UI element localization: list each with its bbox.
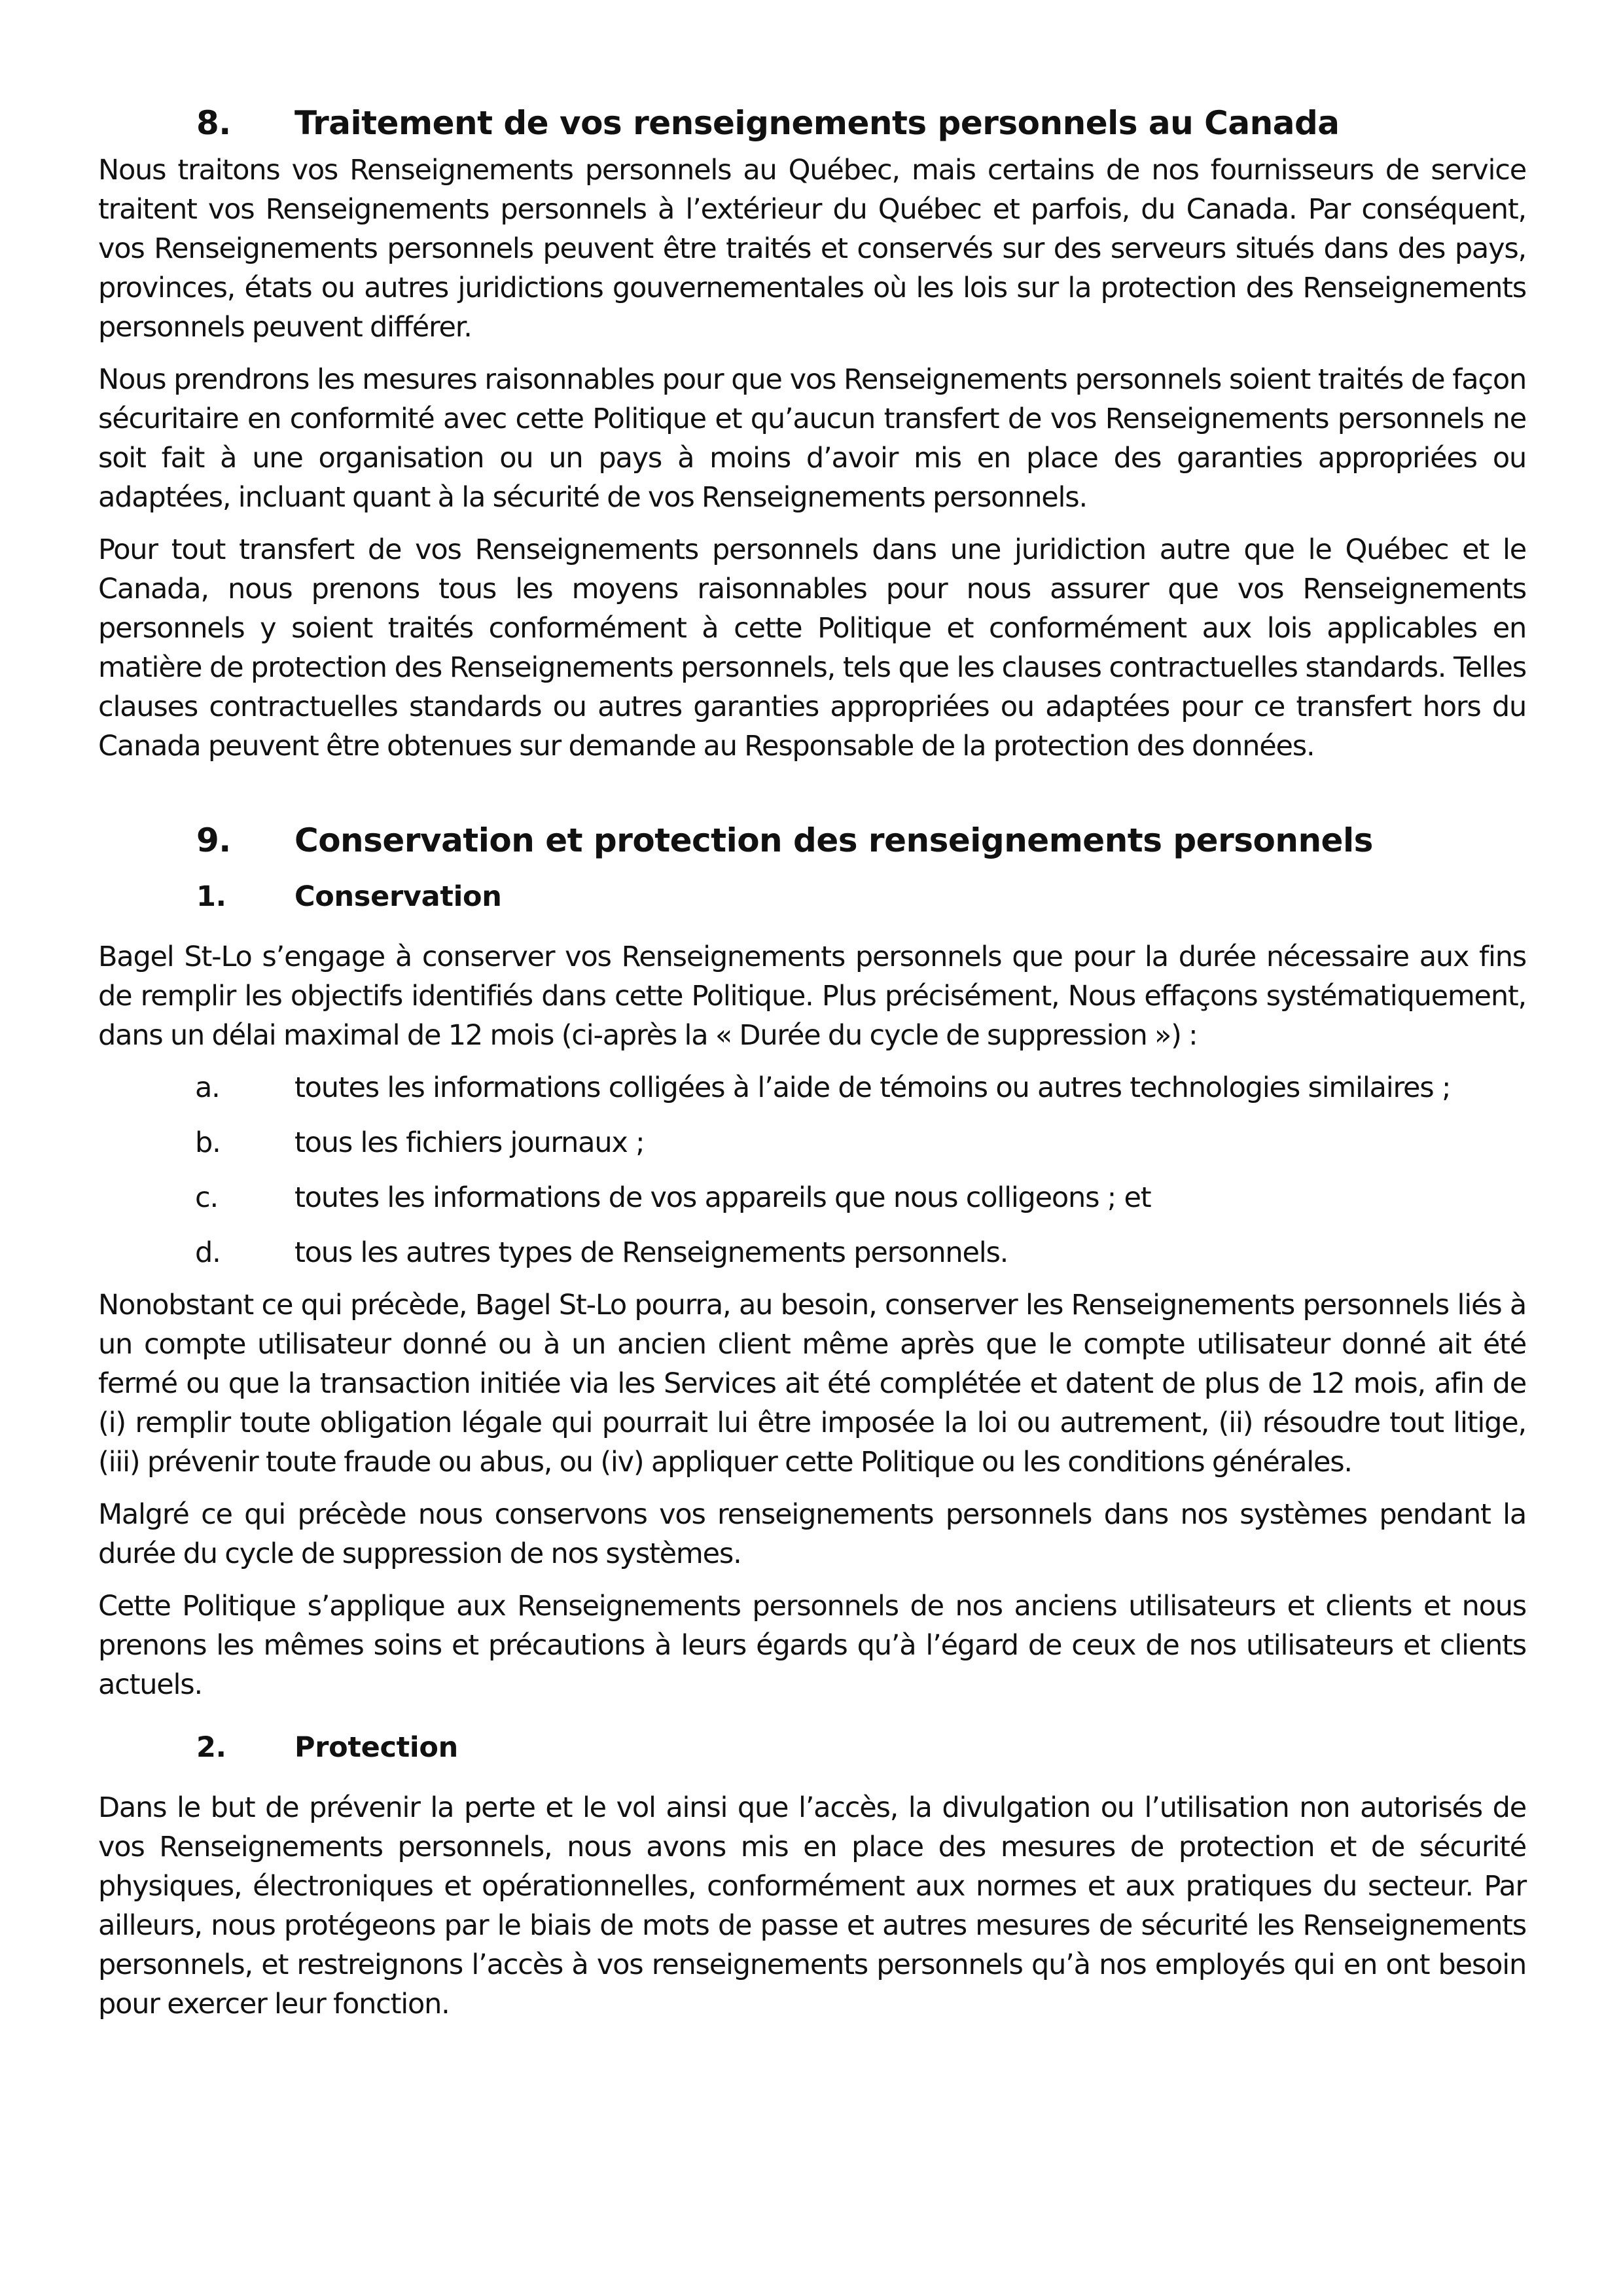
paragraph: Nonobstant ce qui précède, Bagel St-Lo pourra, au besoin, conserver les Renseignements personnels liés à un compte utilisateur donné ou à un ancien client même après que le compte utilisateur donné ait été fermé ou que la transaction initiée via les Services ait été complétée et datent de plus de 12 mois, afin de (i) remplir toute obligation légale qui pourrait lui être imposée la loi ou autrement, (ii) résoudre tout litige, (iii) prévenir toute fraude ou abus, ou (iv) appliquer cette Politique ou les conditions générales. — [98, 1289, 1526, 1479]
deletion-list — [98, 1068, 1526, 1272]
subsection-heading-conservation — [98, 880, 1526, 914]
paragraph: Nous traitons vos Renseignements personnels au Québec, mais certains de nos fournisseurs de service traitent vos Renseignements personnels à l’extérieur du Québec et parfois, du Canada. Par conséquent, vos Renseignements personnels peuvent être traités et conservés sur des serveurs situés dans des pays, provinces, états ou autres juridictions gouvernementales où les lois sur la protection des Renseignements personnels peuvent différer. — [98, 154, 1526, 344]
list-text: toutes les informations colligées à l’aide de témoins ou autres technologies similaires ; — [294, 1071, 1451, 1104]
section-title: Traitement de vos renseignements personnels au Canada — [294, 104, 1340, 142]
subsection-title: Conservation — [294, 880, 502, 913]
section-title: Conservation et protection des renseignements personnels — [294, 821, 1373, 859]
section-number: 8. — [196, 104, 231, 142]
paragraph: Pour tout transfert de vos Renseignements personnels dans une juridiction autre que le Québec et le Canada, nous prenons tous les moyens raisonnables pour nous assurer que vos Renseignements personnels y soient traités conformément à cette Politique et conformément aux lois applicables en matière de protection des Renseignements personnels, tels que les clauses contractuelles standards. Telles clauses contractuelles standards ou autres garanties appropriées ou adaptées pour ce transfert hors du Canada peuvent être obtenues sur demande au Responsable de la protection des données. — [98, 533, 1526, 762]
paragraph: Dans le but de prévenir la perte et le vol ainsi que l’accès, la divulgation ou l’utilisation non autorisés de vos Renseignements personnels, nous avons mis en place des mesures de protection et de sécurité physiques, électroniques et opérationnelles, conformément aux normes et aux pratiques du secteur. Par ailleurs, nous protégeons par le biais de mots de passe et autres mesures de sécurité les Renseignements personnels, et restreignons l’accès à vos renseignements personnels qu’à nos employés qui en ont besoin pour exercer leur fonction. — [98, 1791, 1526, 2020]
list-marker: a. — [195, 1071, 220, 1104]
subsection-heading-protection — [98, 1731, 1526, 1765]
paragraph: Bagel St-Lo s’engage à conserver vos Renseignements personnels que pour la durée nécessaire aux fins de remplir les objectifs identifiés dans cette Politique. Plus précisément, Nous effaçons systématiquement, dans un délai maximal de 12 mois (ci-après la « Durée du cycle de suppression ») : — [98, 941, 1526, 1052]
list-item — [98, 1068, 1526, 1107]
list-text: toutes les informations de vos appareils que nous colligeons ; et — [294, 1181, 1151, 1214]
list-text: tous les fichiers journaux ; — [294, 1126, 645, 1159]
subsection-number: 2. — [196, 1731, 226, 1764]
section-number: 9. — [196, 821, 231, 859]
list-item — [98, 1178, 1526, 1217]
section-heading-9 — [98, 821, 1526, 860]
list-marker: c. — [195, 1181, 218, 1214]
list-item — [98, 1123, 1526, 1162]
list-marker: b. — [195, 1126, 221, 1159]
paragraph: Cette Politique s’applique aux Renseignements personnels de nos anciens utilisateurs et clients et nous prenons les mêmes soins et précautions à leurs égards qu’à l’égard de ceux de nos utilisateurs et clients actuels. — [98, 1590, 1526, 1701]
subsection-title: Protection — [294, 1731, 458, 1764]
document-page — [98, 98, 1526, 2024]
subsection-number: 1. — [196, 880, 226, 913]
paragraph: Malgré ce qui précède nous conservons vos renseignements personnels dans nos systèmes pendant la durée du cycle de suppression de nos systèmes. — [98, 1498, 1526, 1570]
section-heading-8 — [98, 103, 1526, 143]
paragraph: Nous prendrons les mesures raisonnables pour que vos Renseignements personnels soient traités de façon sécuritaire en conformité avec cette Politique et qu’aucun transfert de vos Renseignements personnels ne soit fait à une organisation ou un pays à moins d’avoir mis en place des garanties appropriées ou adaptées, incluant quant à la sécurité de vos Renseignements personnels. — [98, 363, 1526, 514]
list-text: tous les autres types de Renseignements personnels. — [294, 1236, 1008, 1269]
list-marker: d. — [195, 1236, 221, 1269]
list-item — [98, 1233, 1526, 1272]
